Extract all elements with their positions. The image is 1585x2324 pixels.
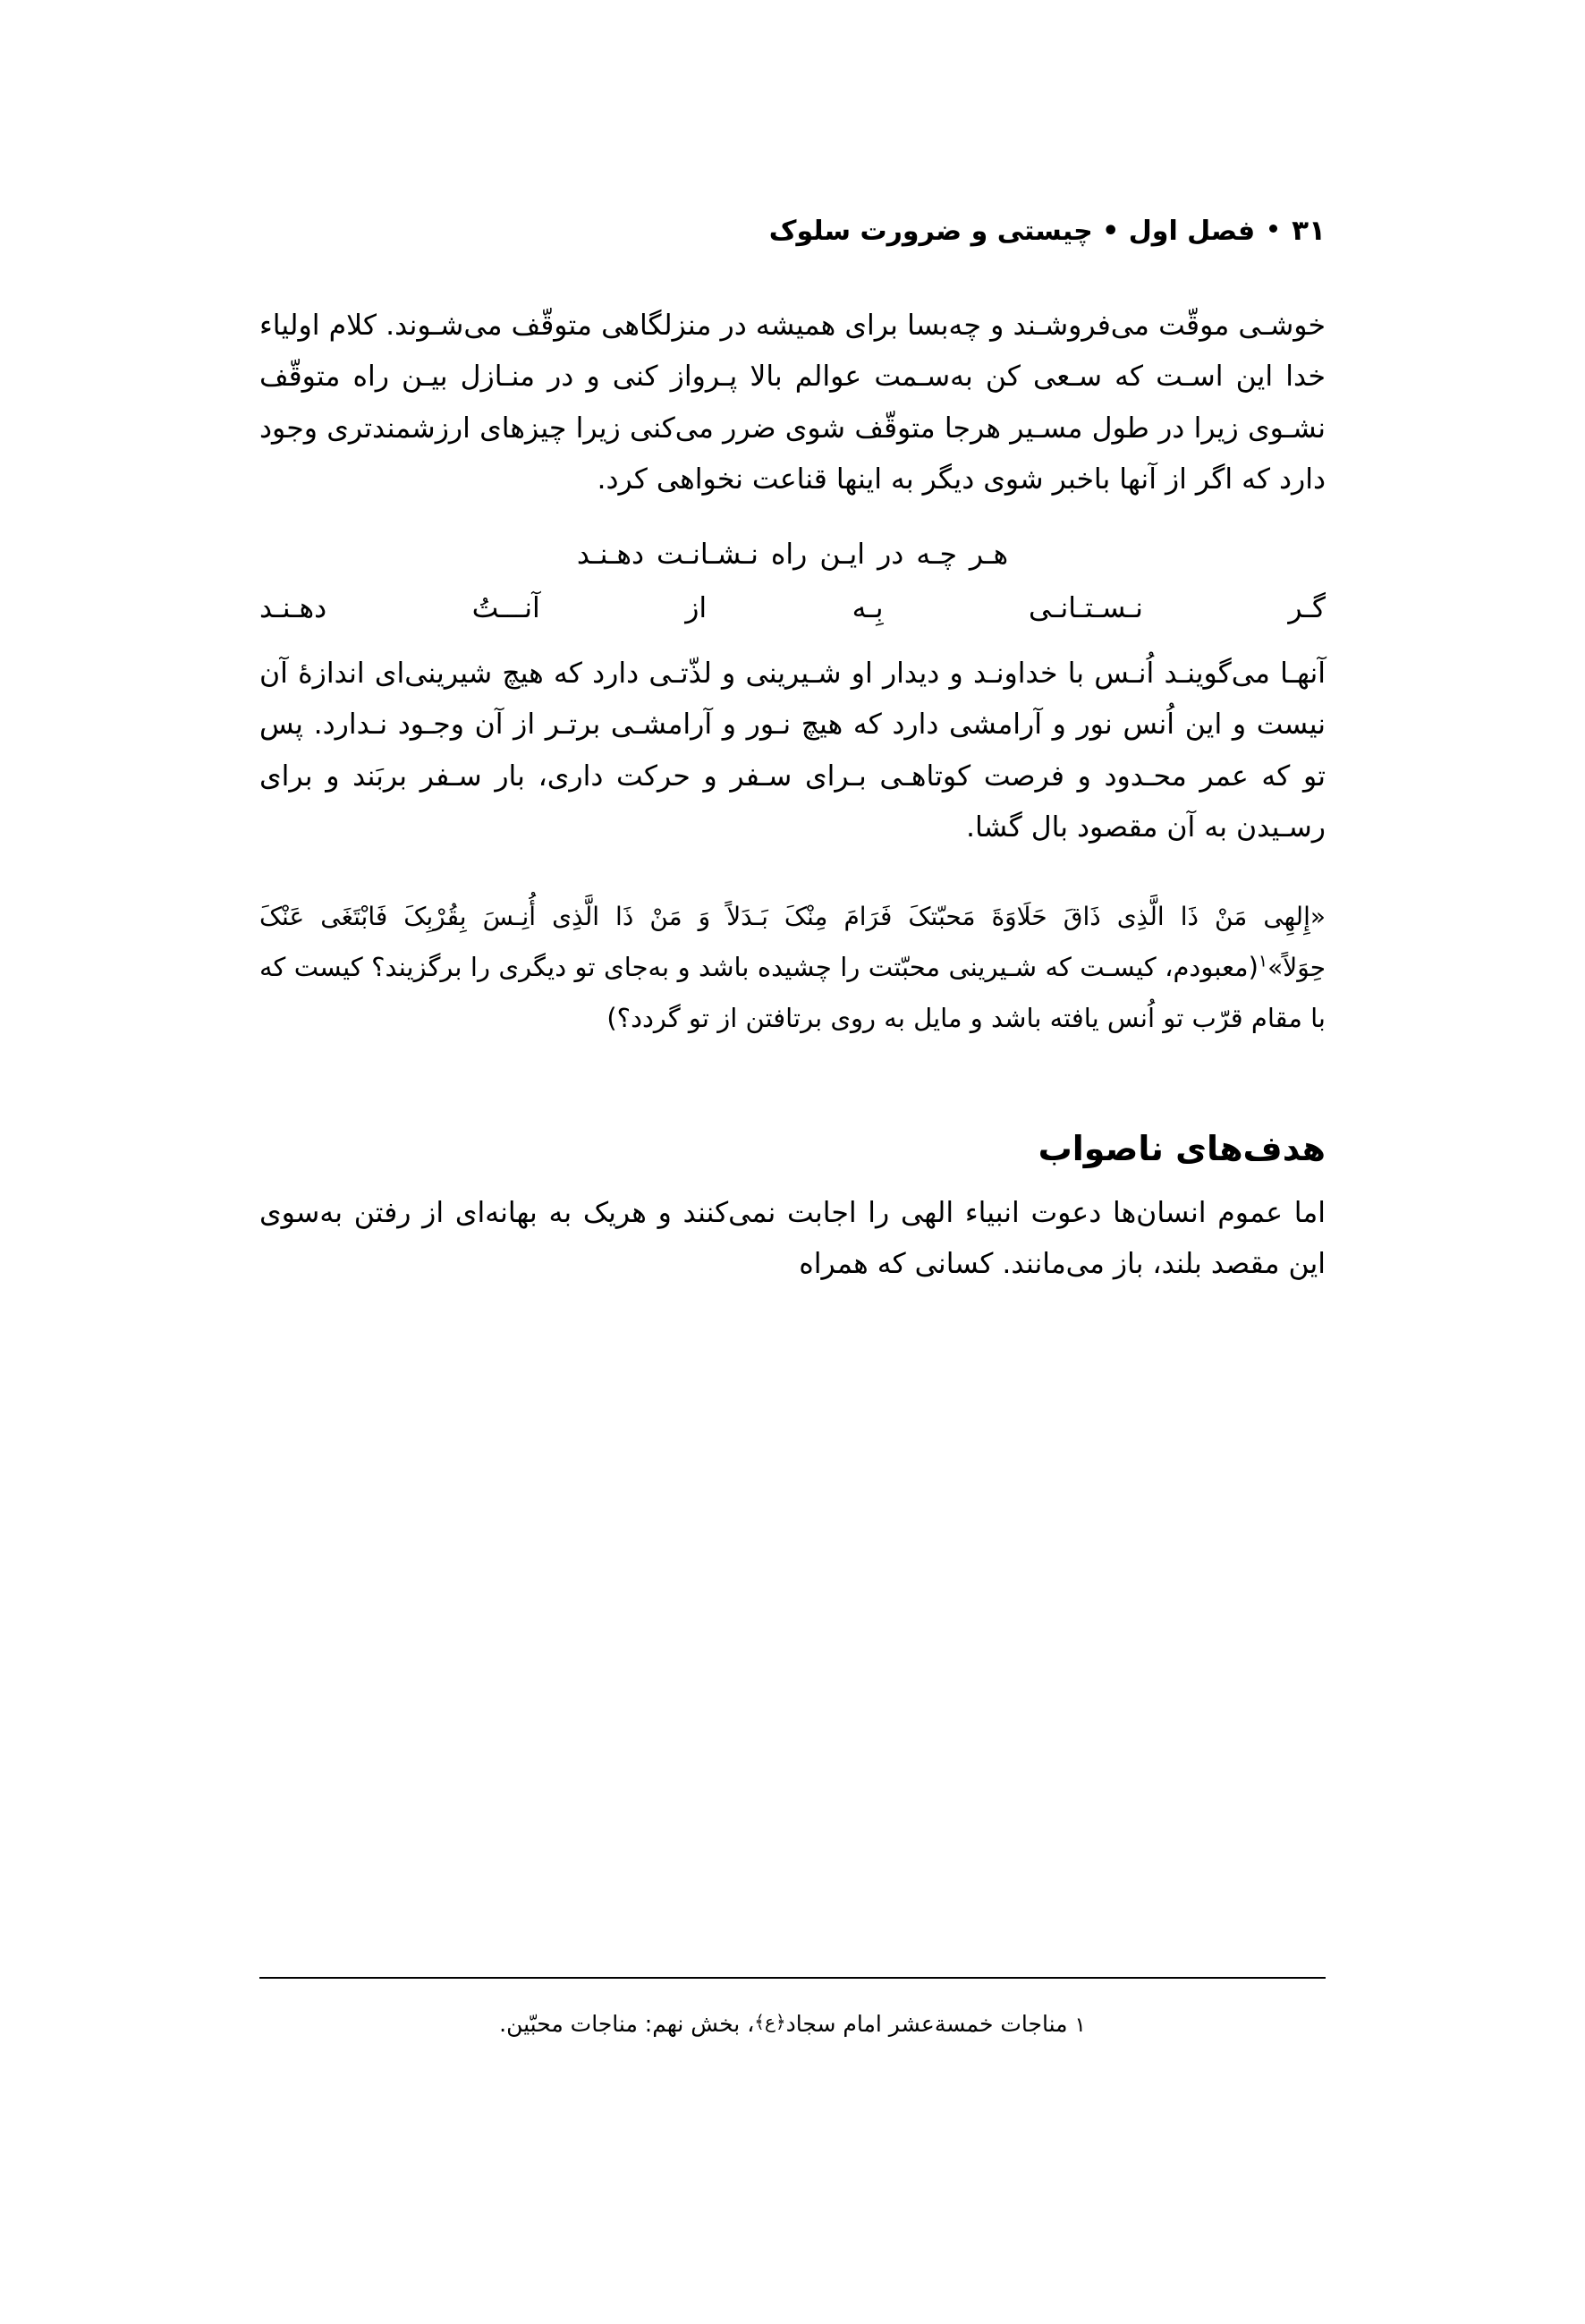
poem-line-2: گـر نـسـتـانـی بِـه از آنـــتُ دهـنـد [259,592,1326,625]
paragraph-1: خوشـی موقّت می‌فروشـند و چه‌بسا برای همیشه در منزلگاهی متوقّف می‌شـوند. کلام اولیاء خدا این اسـت که سـعی کن به‌سـمت عوالم بالا پـرواز کنی و در منـازل بیـن راه متوقّف نشـوی زیرا در طول مسـیر هرجا متوقّف شوی ضرر می‌کنی زیرا چیزهای ارزشمندتری وجود دارد که اگر از آنها باخبر شوی دیگر به اینها قناعت نخواهی کرد. [259,310,1326,496]
paragraph-block-2 [259,649,1326,853]
footnote-source-before: مناجات خمسة‌عشر امام سجاد [785,2011,1068,2037]
arabic-quote-translation: (معبودم، کیسـت که شـیرینی محبّتت را چشیده باشد و به‌جای تو دیگری را برگزیند؟ کیست که با مقام قرّب تو اُنس یافته باشد و مایل به روی برتافتن از تو گردد؟) [259,951,1326,1033]
section-heading: هدف‌های ناصواب [1038,1129,1326,1169]
footnote-area [259,1977,1326,2044]
page-content [259,215,1326,1291]
footnote-number: ۱ [1074,2014,1086,2037]
footnote-source-after: ، بخش نهم: مناجات محبّین. [499,2011,755,2037]
header-chapter-title: فصل اول • چیستی و ضرورت سلوک [768,216,1256,247]
running-header [259,215,1326,247]
paragraph-block-1 [259,301,1326,505]
section-paragraph: اما عموم انسان‌ها دعوت انبیاء الهی را اجابت نمی‌کنند و هریک به بهانه‌ای از رفتن به‌سوی این مقصد بلند، باز می‌مانند. کسانی که همراه [259,1197,1326,1281]
poem-line-1: هـر چـه در ایـن راه نـشـانـت دهـنـد [576,539,1009,572]
footnote-text [259,2006,1326,2044]
footnote-marker: ۱ [1258,951,1268,971]
footnote-divider [259,1977,1326,1979]
header-bullet-icon [1269,225,1277,233]
paragraph-2: آنهـا می‌گوینـد اُنـس با خداونـد و دیدار او شـیرینی و لذّتـی دارد که هیچ شیرینی‌ای اندازهٔ آن نیست و این اُنس نور و آرامشی دارد که هیچ نـور و آرامشـی برتـر از آن وجـود نـدارد. پس تو که عمر محـدود و فرصت کوتاهـی بـرای سـفر و حرکت داری، بار سـفر بربَند و برای رسـیدن به آن مقصود بال گشا. [259,657,1326,844]
arabic-quotation [259,891,1326,1043]
page-number: ۳۱ [1292,215,1326,247]
honorific-icon: ﴿ع﴾ [754,2011,786,2032]
arabic-quote-text: «إِلهِی مَنْ ذَا الَّذِی ذَاقَ حَلَاوَةَ مَحبّتکَ فَرَامَ مِنْکَ بَـدَلاً وَ مَنْ ذَا الَّذِی أُنِـسَ بِقُرْبِکَ فَابْتَغَی عَنْکَ حِوَلاً» [259,902,1326,982]
poem-couplet [259,529,1326,636]
